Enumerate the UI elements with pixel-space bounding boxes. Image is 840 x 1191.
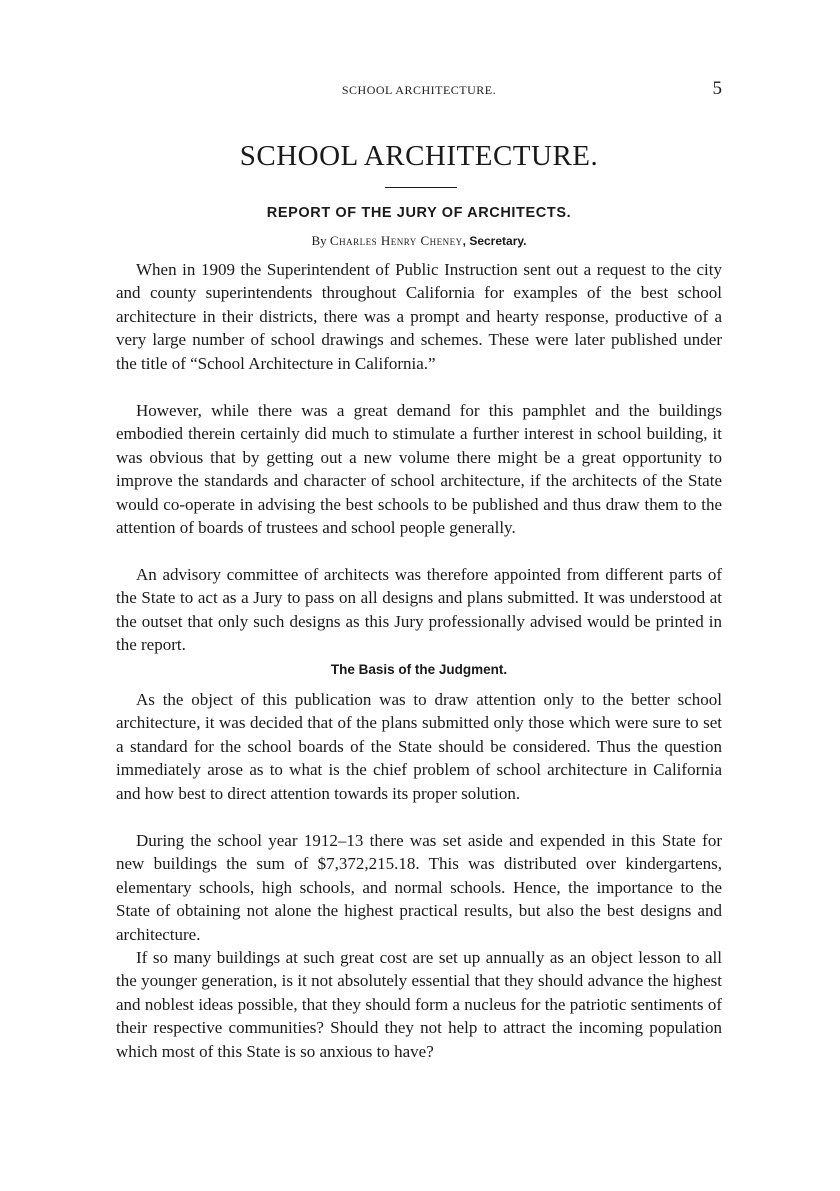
byline-role: , Secretary. — [462, 234, 527, 248]
paragraph-2: However, while there was a great demand for this pamphlet and the buildings embodied therein certainly did much to stimulate a further interest in school building, it was obvious that by getting out a new volume there might be a great opportunity to improve the standards and character of school architecture, if the architects of the State would co-operate in advising the best schools to be published and thus draw them to the attention of boards of trustees and school people generally. — [116, 401, 722, 538]
title-divider — [385, 187, 457, 188]
page-title: SCHOOL ARCHITECTURE. — [239, 140, 599, 172]
byline — [116, 233, 722, 249]
byline-author: Charles Henry Cheney — [329, 233, 463, 248]
paragraph-4: As the object of this publication was to draw attention only to the better school architecture, it was decided that of the plans submitted only those which were sure to set a standard for the school boards of the State should be considered. Thus the question immediately arose as to what is the chief problem of school architecture in California and how best to direct attention towards its proper solution. — [116, 690, 722, 803]
byline-by: By — [311, 233, 330, 248]
paragraph-5: During the school year 1912–13 there was set aside and expended in this State for new buildings the sum of $7,372,215.18. This was distributed over kindergartens, elementary schools, high schools, and normal schools. Hence, the importance to the State of obtaining not alone the highest practical results, but also the best designs and architecture. — [116, 831, 722, 944]
report-heading: REPORT OF THE JURY OF ARCHITECTS. — [266, 205, 572, 221]
paragraph-3: An advisory committee of architects was therefore appointed from different parts of the State to act as a Jury to pass on all designs and plans submitted. It was understood at the outset that only such designs as this Jury professionally advised would be printed in the report. — [116, 565, 722, 655]
running-head-title: SCHOOL ARCHITECTURE. — [341, 83, 497, 97]
running-head — [116, 80, 722, 100]
paragraph-1: When in 1909 the Superintendent of Public Instruction sent out a request to the city and county superintendents throughout California for examples of the best school architecture in their districts, there was a prompt and hearty response, productive of a very large number of school drawings and schemes. These were later published under the title of “School Architecture in California.” — [116, 260, 722, 373]
page-number: 5 — [712, 78, 722, 99]
section-subheading: The Basis of the Judgment. — [330, 662, 508, 677]
paragraph-6: If so many buildings at such great cost are set up annually as an object lesson to all the younger generation, is it not absolutely essential that they should advance the highest and noblest ideas possible, that they should form a nucleus for the patriotic sentiments of their respective communities? Should they not help to attract the incoming population which most of this State is so anxious to have? — [116, 948, 722, 1061]
